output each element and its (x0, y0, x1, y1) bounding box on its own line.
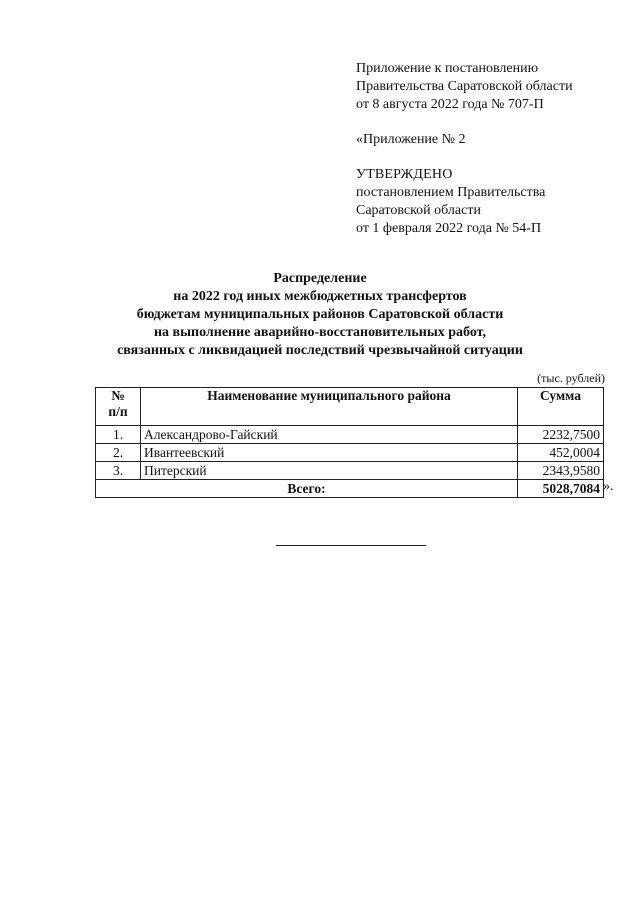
table-header-row (96, 388, 604, 426)
row-sum: 2232,7500 (518, 426, 604, 444)
table-row (96, 426, 604, 444)
table-row (96, 444, 604, 462)
total-label: Всего: (96, 480, 518, 498)
approved-line-2: Саратовской области (356, 203, 481, 218)
title-line-1: Распределение (273, 271, 367, 286)
title-line-4: на выполнение аварийно-восстановительных работ, (153, 325, 486, 340)
title-line-2: на 2022 год иных межбюджетных трансфертов (173, 289, 467, 304)
row-num: 2. (96, 444, 141, 462)
col-header-num (96, 388, 141, 426)
approved-line-3: от 1 февраля 2022 года № 54-П (356, 221, 542, 236)
col-header-num-line-2: п/п (108, 404, 128, 419)
row-sum: 2343,9580 (518, 462, 604, 480)
approval-header (356, 60, 626, 238)
row-sum: 452,0004 (518, 444, 604, 462)
col-header-sum: Сумма (518, 388, 604, 426)
title-line-5: связанных с ликвидацией последствий чрезвычайной ситуации (117, 343, 523, 358)
separator-line (276, 545, 426, 546)
title-line-3: бюджетам муниципальных районов Саратовской области (136, 307, 504, 322)
row-district-name: Питерский (141, 462, 518, 480)
table-row (96, 462, 604, 480)
row-district-name: Александрово-Гайский (141, 426, 518, 444)
total-row (96, 480, 604, 498)
row-district-name: Ивантеевский (141, 444, 518, 462)
row-num: 1. (96, 426, 141, 444)
col-header-num-line-1: № (111, 388, 125, 403)
closing-quote: ». (603, 479, 614, 494)
distribution-table (95, 387, 604, 498)
appendix-label: «Приложение № 2 (356, 132, 466, 147)
header-line-2: Правительства Саратовской области (356, 79, 573, 94)
total-sum: 5028,7084 (518, 480, 604, 498)
approved-line-1: постановлением Правительства (356, 185, 546, 200)
units-note: (тыс. рублей) (537, 371, 605, 385)
approved-label: УТВЕРЖДЕНО (356, 167, 453, 182)
header-line-1: Приложение к постановлению (356, 61, 539, 76)
document-title (60, 270, 580, 360)
col-header-name: Наименование муниципального района (141, 388, 518, 426)
header-line-3: от 8 августа 2022 года № 707-П (356, 97, 544, 112)
row-num: 3. (96, 462, 141, 480)
